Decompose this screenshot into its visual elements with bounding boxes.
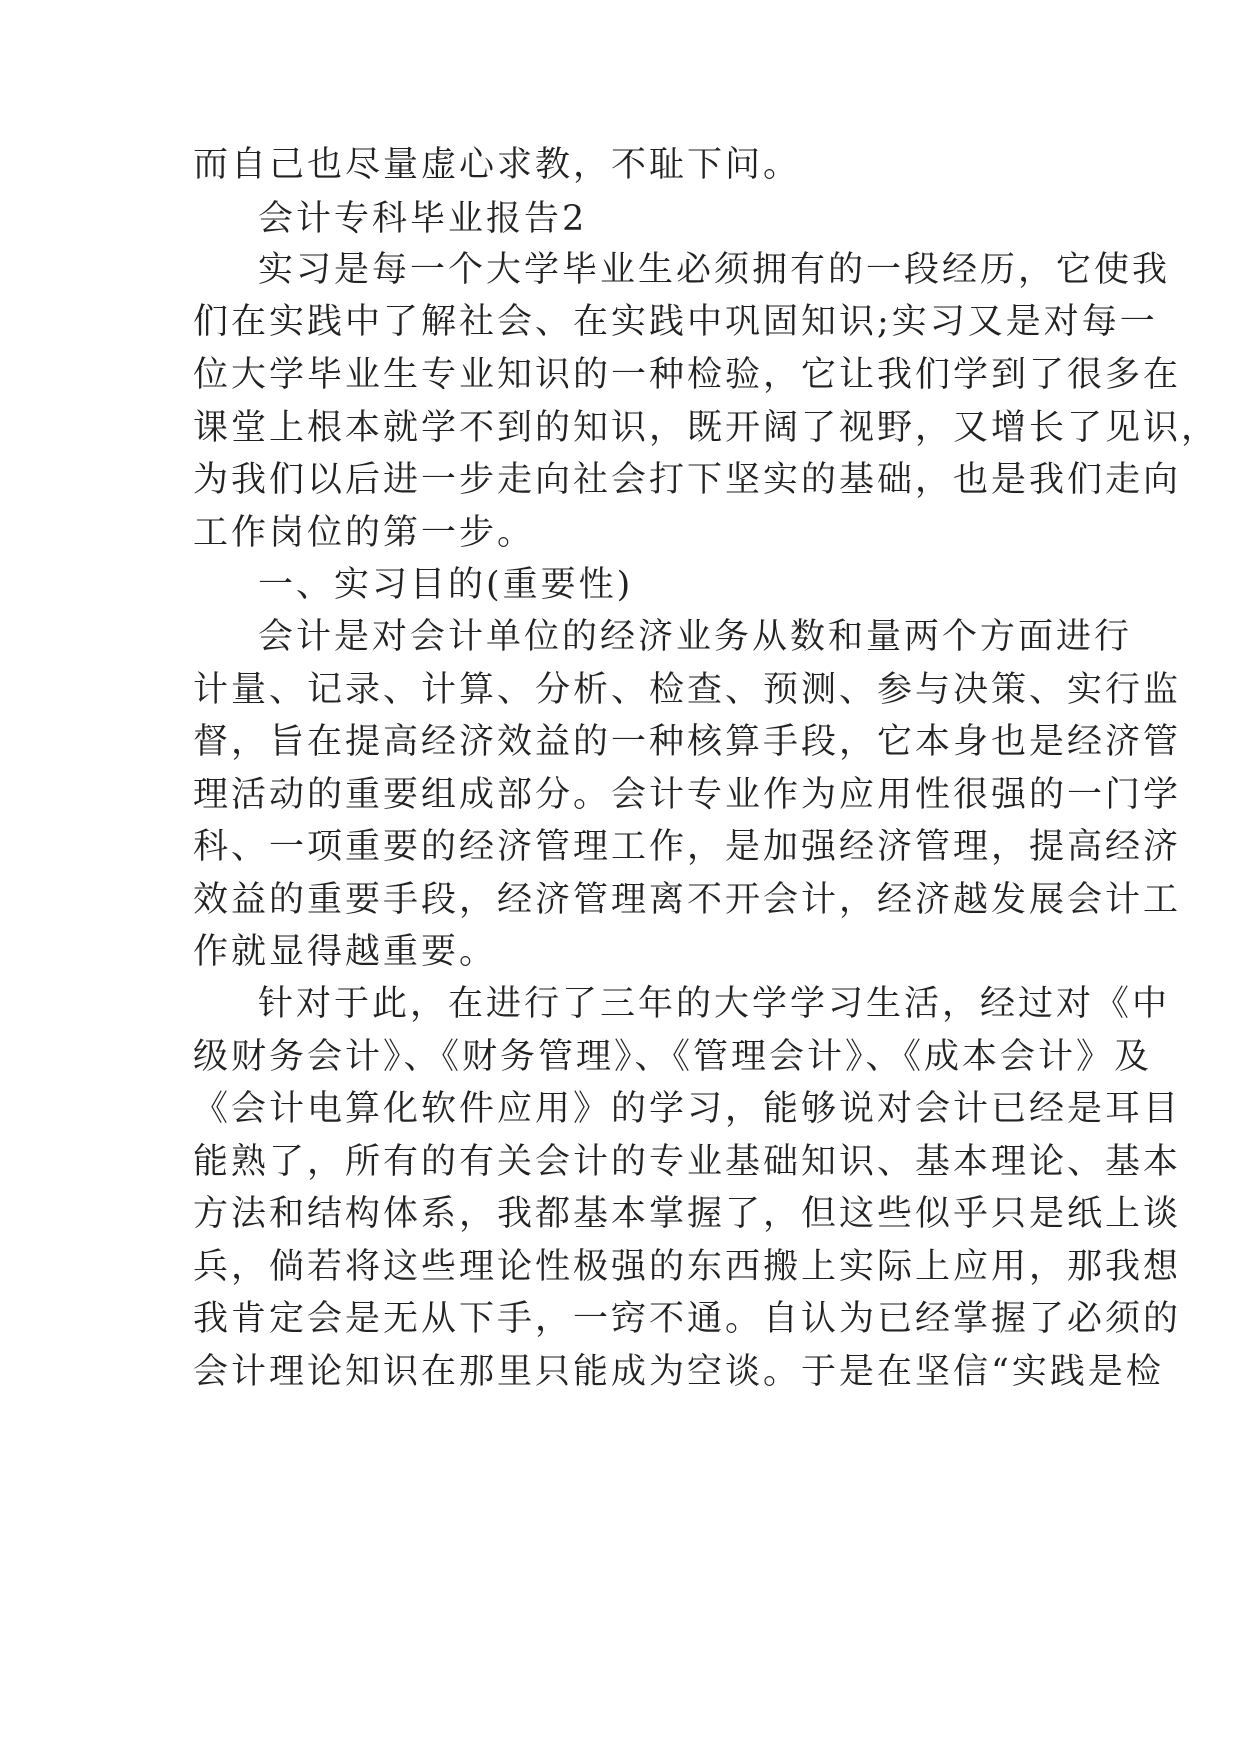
text-line-12: 督，旨在提高经济效益的一种核算手段，它本身也是经济管	[193, 722, 1182, 762]
text-line-19: 《会计电算化软件应用》的学习，能够说对会计已经是耳目	[193, 1089, 1182, 1129]
text-line-16: 作就显得越重要。	[193, 932, 498, 972]
text-line-6: 课堂上根本就学不到的知识，既开阔了视野，又增长了见识，	[193, 408, 1220, 448]
text-line-4: 们在实践中了解社会、在实践中巩固知识;实习又是对每一	[193, 302, 1158, 342]
text-line-24: 会计理论知识在那里只能成为空谈。于是在坚信“实践是检	[193, 1352, 1164, 1392]
text-line-14: 科、一项重要的经济管理工作，是加强经济管理，提高经济	[193, 827, 1182, 867]
text-line-20: 能熟了，所有的有关会计的专业基础知识、基本理论、基本	[193, 1142, 1182, 1182]
text-line-5: 位大学毕业生专业知识的一种检验，它让我们学到了很多在	[193, 355, 1182, 395]
text-line-22: 兵，倘若将这些理论性极强的东西搬上实际上应用，那我想	[193, 1247, 1182, 1287]
section-heading-purpose: 一、实习目的(重要性)	[258, 565, 634, 605]
text-line-15: 效益的重要手段，经济管理离不开会计，经济越发展会计工	[193, 880, 1182, 920]
text-line-18: 级财务会计》、《财务管理》、《管理会计》、《成本会计》及	[193, 1037, 1153, 1077]
text-line-1: 而自己也尽量虚心求教，不耻下问。	[193, 145, 802, 185]
text-line-8: 工作岗位的第一步。	[193, 513, 536, 553]
text-line-13: 理活动的重要组成部分。会计专业作为应用性很强的一门学	[193, 775, 1182, 815]
section-heading-report-2: 会计专科毕业报告2	[258, 199, 588, 239]
text-line-10: 会计是对会计单位的经济业务从数和量两个方面进行	[258, 617, 1133, 657]
text-line-23: 我肯定会是无从下手，一窍不通。自认为已经掌握了必须的	[193, 1299, 1182, 1339]
text-line-11: 计量、记录、计算、分析、检查、预测、参与决策、实行监	[193, 670, 1182, 710]
text-line-21: 方法和结构体系，我都基本掌握了，但这些似乎只是纸上谈	[193, 1194, 1182, 1234]
text-line-3: 实习是每一个大学毕业生必须拥有的一段经历，它使我	[258, 250, 1171, 290]
text-line-17: 针对于此，在进行了三年的大学学习生活，经过对《中	[258, 984, 1171, 1024]
text-line-7: 为我们以后进一步走向社会打下坚实的基础，也是我们走向	[193, 460, 1182, 500]
